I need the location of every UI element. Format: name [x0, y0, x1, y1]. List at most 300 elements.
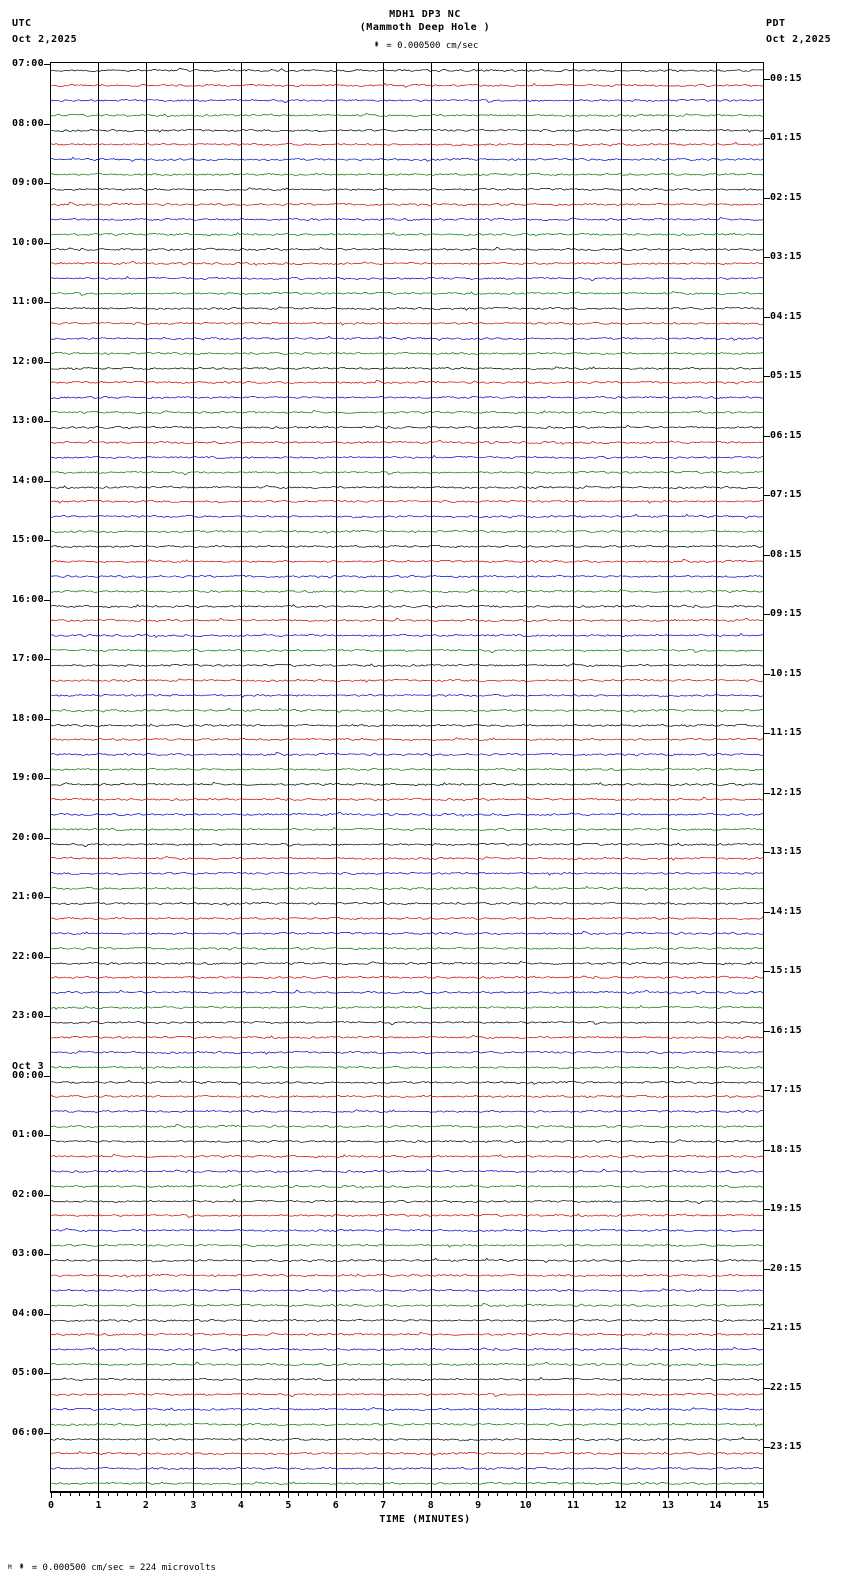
seismic-trace	[51, 673, 763, 688]
seismic-trace	[51, 1342, 763, 1357]
right-hour-label: 06:15	[770, 429, 803, 441]
seismic-trace	[51, 271, 763, 286]
x-axis-tick-label: 12	[614, 1500, 627, 1511]
x-axis-minor-tick	[165, 1492, 166, 1496]
seismic-trace	[51, 390, 763, 405]
x-axis-minor-tick	[174, 1492, 175, 1496]
left-hour-label: 19:00	[12, 772, 45, 783]
right-hour-label: 13:15	[770, 846, 803, 858]
seismic-trace	[51, 1357, 763, 1372]
x-axis-tick	[51, 1492, 52, 1498]
seismic-trace	[51, 584, 763, 599]
left-hour-tick	[44, 838, 51, 839]
seismic-trace	[51, 866, 763, 881]
right-hour-tick	[763, 852, 770, 853]
x-axis-minor-tick	[136, 1492, 137, 1496]
x-axis-minor-tick	[545, 1492, 546, 1496]
left-hour-label: 20:00	[12, 831, 45, 843]
x-axis-minor-tick	[60, 1492, 61, 1496]
x-axis-minor-tick	[374, 1492, 375, 1496]
x-axis-minor-tick	[640, 1492, 641, 1496]
seismic-trace	[51, 1402, 763, 1417]
x-axis-tick	[573, 1492, 574, 1498]
left-hour-label: 16:00	[12, 593, 45, 605]
seismic-trace	[51, 524, 763, 539]
left-hour-label: 09:00	[12, 177, 45, 188]
right-hour-label: 14:15	[770, 905, 803, 917]
x-axis-tick	[763, 1492, 764, 1498]
x-axis-minor-tick	[298, 1492, 299, 1496]
x-axis-tick	[193, 1492, 194, 1498]
seismic-trace	[51, 792, 763, 807]
seismic-trace	[51, 1104, 763, 1119]
left-hour-label: 01:00	[12, 1129, 45, 1140]
seismic-trace	[51, 807, 763, 822]
x-axis-minor-tick	[421, 1492, 422, 1496]
right-hour-label: 00:15	[770, 72, 803, 84]
seismic-trace	[51, 911, 763, 926]
seismic-trace	[51, 63, 763, 78]
x-axis-minor-tick	[355, 1492, 356, 1496]
x-axis-minor-tick	[706, 1492, 707, 1496]
right-hour-label: 16:15	[770, 1024, 803, 1036]
right-hour-tick	[763, 793, 770, 794]
seismic-trace	[51, 197, 763, 212]
x-axis-tick-label: 14	[709, 1500, 722, 1511]
left-hour-tick	[44, 897, 51, 898]
left-hour-tick	[44, 1016, 51, 1017]
x-axis-minor-tick	[459, 1492, 460, 1496]
left-hour-label: 04:00	[12, 1307, 45, 1319]
right-hour-label: 21:15	[770, 1322, 803, 1334]
seismic-trace	[51, 1253, 763, 1268]
right-hour-label: 08:15	[770, 548, 803, 560]
right-hour-label: 02:15	[770, 191, 803, 203]
right-hour-label: 09:15	[770, 608, 803, 620]
right-hour-tick	[763, 1388, 770, 1389]
left-hour-label: 05:00	[12, 1367, 45, 1378]
right-hour-label: 22:15	[770, 1381, 803, 1393]
x-axis-tick-label: 10	[519, 1500, 532, 1511]
right-hour-tick	[763, 257, 770, 258]
x-axis-tick	[146, 1492, 147, 1498]
right-hour-tick	[763, 1269, 770, 1270]
x-axis-minor-tick	[317, 1492, 318, 1496]
right-hour-label: 03:15	[770, 251, 803, 263]
x-axis-tick-label: 15	[756, 1500, 770, 1511]
seismic-trace	[51, 1446, 763, 1461]
left-hour-tick	[44, 1373, 51, 1374]
x-axis-tick-label: 0	[47, 1500, 55, 1511]
footer-scale-text: = 0.000500 cm/sec = 224 microvolts	[31, 1563, 216, 1573]
seismic-trace	[51, 435, 763, 450]
scale-bar-icon: ⁕	[373, 38, 379, 51]
seismic-trace	[51, 137, 763, 152]
seismic-trace	[51, 242, 763, 257]
left-hour-label: 06:00	[12, 1426, 45, 1438]
x-axis-tick-label: 5	[285, 1500, 292, 1511]
seismic-trace	[51, 718, 763, 733]
left-hour-tick	[44, 1135, 51, 1136]
seismic-trace	[51, 762, 763, 777]
seismic-trace	[51, 554, 763, 569]
x-axis-minor-tick	[326, 1492, 327, 1496]
seismic-trace	[51, 1089, 763, 1104]
seismic-trace	[51, 985, 763, 1000]
left-hour-tick	[44, 183, 51, 184]
seismic-trace	[51, 509, 763, 524]
left-hour-label: 23:00	[12, 1010, 45, 1021]
seismic-trace	[51, 777, 763, 792]
right-timezone-date: Oct 2,2025	[766, 34, 832, 45]
right-hour-tick	[763, 912, 770, 913]
x-axis-tick-label: 4	[237, 1500, 244, 1511]
right-hour-label: 19:15	[770, 1203, 803, 1215]
seismic-trace	[51, 123, 763, 138]
left-hour-label: 03:00	[12, 1248, 45, 1259]
x-axis-minor-tick	[260, 1492, 261, 1496]
x-axis-minor-tick	[450, 1492, 451, 1496]
right-hour-tick	[763, 733, 770, 734]
right-hour-label: 12:15	[770, 786, 803, 798]
right-hour-tick	[763, 674, 770, 675]
x-axis-minor-tick	[203, 1492, 204, 1496]
x-axis-minor-tick	[687, 1492, 688, 1496]
x-axis-minor-tick	[393, 1492, 394, 1496]
right-hour-label: 01:15	[770, 132, 803, 144]
right-hour-tick	[763, 495, 770, 496]
left-hour-tick	[44, 957, 51, 958]
left-hour-tick	[44, 362, 51, 363]
left-hour-label: 21:00	[12, 891, 45, 902]
seismic-trace	[51, 837, 763, 852]
seismic-trace	[51, 405, 763, 420]
footer-scale-bar-icon: ⁕	[18, 1560, 25, 1573]
right-hour-tick	[763, 1209, 770, 1210]
x-axis-title: TIME (MINUTES)	[379, 1514, 471, 1525]
x-axis-tick	[383, 1492, 384, 1498]
right-hour-tick	[763, 555, 770, 556]
footer-scale-note	[8, 1560, 216, 1573]
right-hour-tick	[763, 1031, 770, 1032]
left-day-label: Oct 3	[12, 1060, 45, 1072]
right-hour-label: 18:15	[770, 1143, 803, 1155]
x-axis-minor-tick	[155, 1492, 156, 1496]
left-hour-tick	[44, 1433, 51, 1434]
seismic-trace	[51, 465, 763, 480]
seismic-trace	[51, 1327, 763, 1342]
seismic-trace	[51, 152, 763, 167]
x-axis-minor-tick	[735, 1492, 736, 1496]
x-axis-minor-tick	[440, 1492, 441, 1496]
seismic-trace	[51, 227, 763, 242]
seismic-trace	[51, 1015, 763, 1030]
footer-micro-symbol: M	[8, 1564, 12, 1571]
seismic-trace	[51, 167, 763, 182]
x-axis-tick-label: 1	[95, 1500, 102, 1511]
left-hour-tick	[44, 1254, 51, 1255]
x-axis-minor-tick	[583, 1492, 584, 1496]
seismic-trace	[51, 256, 763, 271]
left-hour-label: 22:00	[12, 950, 45, 962]
left-hour-label: 07:00	[12, 58, 45, 69]
x-axis-tick-label: 9	[475, 1500, 482, 1511]
seismic-trace	[51, 1238, 763, 1253]
seismic-trace	[51, 420, 763, 435]
left-hour-tick	[44, 1314, 51, 1315]
x-axis-tick-label: 2	[142, 1500, 149, 1511]
seismic-trace	[51, 1164, 763, 1179]
x-axis-minor-tick	[497, 1492, 498, 1496]
x-axis-minor-tick	[127, 1492, 128, 1496]
seismic-trace	[51, 1387, 763, 1402]
right-hour-tick	[763, 317, 770, 318]
left-hour-tick	[44, 719, 51, 720]
right-hour-tick	[763, 436, 770, 437]
seismic-trace	[51, 1298, 763, 1313]
x-axis-tick	[288, 1492, 289, 1498]
seismic-trace	[51, 747, 763, 762]
x-axis-minor-tick	[602, 1492, 603, 1496]
right-hour-label: 11:15	[770, 727, 803, 739]
x-axis-tick	[526, 1492, 527, 1498]
seismic-trace	[51, 361, 763, 376]
seismic-trace	[51, 494, 763, 509]
right-hour-tick	[763, 1090, 770, 1091]
x-axis-minor-tick	[469, 1492, 470, 1496]
seismic-trace	[51, 1194, 763, 1209]
seismic-trace	[51, 316, 763, 331]
x-axis-minor-tick	[231, 1492, 232, 1496]
seismic-trace	[51, 182, 763, 197]
x-axis-minor-tick	[564, 1492, 565, 1496]
seismic-trace	[51, 956, 763, 971]
x-axis-minor-tick	[79, 1492, 80, 1496]
seismic-trace	[51, 688, 763, 703]
left-hour-label: 10:00	[12, 236, 45, 248]
seismic-trace	[51, 896, 763, 911]
left-hour-tick	[44, 421, 51, 422]
seismic-trace	[51, 599, 763, 614]
seismic-trace	[51, 628, 763, 643]
left-hour-label: 11:00	[12, 296, 45, 307]
right-hour-label: 23:15	[770, 1441, 803, 1453]
left-hour-tick	[44, 778, 51, 779]
x-axis-minor-tick	[697, 1492, 698, 1496]
seismic-trace	[51, 1223, 763, 1238]
seismic-trace	[51, 1045, 763, 1060]
seismic-trace	[51, 1149, 763, 1164]
seismic-trace	[51, 1075, 763, 1090]
x-axis-tick-label: 8	[427, 1500, 434, 1511]
seismic-trace	[51, 78, 763, 93]
seismic-trace	[51, 93, 763, 108]
left-hour-tick	[44, 1076, 51, 1077]
seismic-trace	[51, 1030, 763, 1045]
left-hour-label: 00:00	[12, 1069, 45, 1081]
seismic-trace	[51, 658, 763, 673]
x-axis-minor-tick	[611, 1492, 612, 1496]
station-code-title: MDH1 DP3 NC	[389, 9, 461, 20]
x-axis-tick	[336, 1492, 337, 1498]
seismic-trace	[51, 480, 763, 495]
seismic-trace	[51, 822, 763, 837]
left-hour-tick	[44, 243, 51, 244]
x-axis-minor-tick	[554, 1492, 555, 1496]
x-axis-tick	[241, 1492, 242, 1498]
x-axis-tick-label: 13	[662, 1500, 675, 1511]
seismic-trace	[51, 1179, 763, 1194]
seismic-trace	[51, 346, 763, 361]
left-hour-label: 18:00	[12, 712, 45, 724]
seismic-trace	[51, 375, 763, 390]
right-hour-label: 20:15	[770, 1262, 803, 1274]
x-axis-minor-tick	[725, 1492, 726, 1496]
left-hour-label: 15:00	[12, 534, 45, 545]
x-axis-minor-tick	[364, 1492, 365, 1496]
x-axis-minor-tick	[108, 1492, 109, 1496]
left-hour-label: 17:00	[12, 653, 45, 664]
seismic-trace	[51, 1372, 763, 1387]
seismic-trace	[51, 1461, 763, 1476]
seismic-trace	[51, 1000, 763, 1015]
x-axis-minor-tick	[222, 1492, 223, 1496]
seismic-trace	[51, 569, 763, 584]
right-hour-label: 17:15	[770, 1084, 803, 1096]
x-axis-minor-tick	[269, 1492, 270, 1496]
right-hour-tick	[763, 614, 770, 615]
seismic-trace	[51, 1208, 763, 1223]
x-axis-minor-tick	[212, 1492, 213, 1496]
x-axis-minor-tick	[507, 1492, 508, 1496]
right-hour-label: 10:15	[770, 667, 803, 679]
x-axis-tick-label: 7	[380, 1500, 387, 1511]
seismic-trace	[51, 108, 763, 123]
x-axis-minor-tick	[659, 1492, 660, 1496]
x-axis-minor-tick	[744, 1492, 745, 1496]
x-axis-line	[50, 1492, 764, 1493]
x-axis-minor-tick	[535, 1492, 536, 1496]
left-hour-tick	[44, 1195, 51, 1196]
seismic-trace	[51, 1268, 763, 1283]
x-axis-tick	[98, 1492, 99, 1498]
x-axis-tick-label: 6	[332, 1500, 339, 1511]
seismic-trace	[51, 1417, 763, 1432]
right-hour-tick	[763, 138, 770, 139]
x-axis-minor-tick	[250, 1492, 251, 1496]
seismic-trace	[51, 1283, 763, 1298]
left-hour-tick	[44, 600, 51, 601]
seismic-trace	[51, 1313, 763, 1328]
x-axis-minor-tick	[307, 1492, 308, 1496]
left-hour-tick	[44, 659, 51, 660]
right-hour-label: 04:15	[770, 310, 803, 322]
seismic-trace	[51, 851, 763, 866]
seismic-trace	[51, 301, 763, 316]
scale-reference	[0, 38, 850, 51]
seismic-trace	[51, 613, 763, 628]
right-hour-tick	[763, 1328, 770, 1329]
left-hour-tick	[44, 540, 51, 541]
x-axis-tick	[668, 1492, 669, 1498]
right-hour-tick	[763, 376, 770, 377]
seismic-trace	[51, 1134, 763, 1149]
left-hour-label: 02:00	[12, 1188, 45, 1200]
seismic-trace	[51, 703, 763, 718]
x-axis-minor-tick	[516, 1492, 517, 1496]
x-axis-tick	[621, 1492, 622, 1498]
left-timezone-label: UTC	[12, 18, 32, 29]
x-axis-tick	[716, 1492, 717, 1498]
seismic-trace	[51, 881, 763, 896]
left-timezone-date: Oct 2,2025	[12, 34, 78, 45]
x-axis-minor-tick	[412, 1492, 413, 1496]
seismic-trace	[51, 926, 763, 941]
left-hour-tick	[44, 124, 51, 125]
seismic-trace	[51, 450, 763, 465]
x-axis-minor-tick	[592, 1492, 593, 1496]
x-axis-minor-tick	[345, 1492, 346, 1496]
right-hour-label: 15:15	[770, 965, 803, 977]
right-hour-label: 07:15	[770, 489, 803, 501]
right-timezone-label: PDT	[766, 18, 786, 29]
right-hour-tick	[763, 971, 770, 972]
helicorder-plot	[50, 62, 764, 1492]
seismic-trace	[51, 331, 763, 346]
seismic-trace	[51, 941, 763, 956]
x-axis-minor-tick	[402, 1492, 403, 1496]
right-hour-tick	[763, 1150, 770, 1151]
x-axis-tick-label: 11	[567, 1500, 580, 1511]
right-hour-tick	[763, 79, 770, 80]
x-axis-minor-tick	[754, 1492, 755, 1496]
x-axis-tick-label: 3	[190, 1500, 197, 1511]
left-hour-label: 08:00	[12, 117, 45, 129]
x-axis-minor-tick	[184, 1492, 185, 1496]
x-axis-tick	[478, 1492, 479, 1498]
seismic-trace	[51, 1476, 763, 1491]
left-hour-tick	[44, 64, 51, 65]
right-hour-tick	[763, 198, 770, 199]
seismic-trace	[51, 539, 763, 554]
left-hour-label: 13:00	[12, 415, 45, 426]
seismic-trace	[51, 970, 763, 985]
x-axis-minor-tick	[279, 1492, 280, 1496]
seismic-trace	[51, 1060, 763, 1075]
x-axis-minor-tick	[70, 1492, 71, 1496]
seismic-trace	[51, 1119, 763, 1134]
left-hour-label: 12:00	[12, 355, 45, 367]
left-hour-tick	[44, 302, 51, 303]
x-axis-minor-tick	[89, 1492, 90, 1496]
x-axis-minor-tick	[117, 1492, 118, 1496]
x-axis-minor-tick	[649, 1492, 650, 1496]
seismic-trace	[51, 212, 763, 227]
seismic-trace	[51, 1432, 763, 1447]
scale-reference-text: = 0.000500 cm/sec	[386, 41, 479, 51]
seismic-trace	[51, 732, 763, 747]
station-name-title: (Mammoth Deep Hole )	[359, 22, 491, 33]
left-hour-label: 14:00	[12, 474, 45, 486]
x-axis-tick	[431, 1492, 432, 1498]
left-hour-tick	[44, 481, 51, 482]
right-hour-tick	[763, 1447, 770, 1448]
x-axis-minor-tick	[630, 1492, 631, 1496]
seismic-trace	[51, 643, 763, 658]
chart-header	[0, 0, 850, 58]
x-axis-minor-tick	[488, 1492, 489, 1496]
seismic-trace	[51, 286, 763, 301]
